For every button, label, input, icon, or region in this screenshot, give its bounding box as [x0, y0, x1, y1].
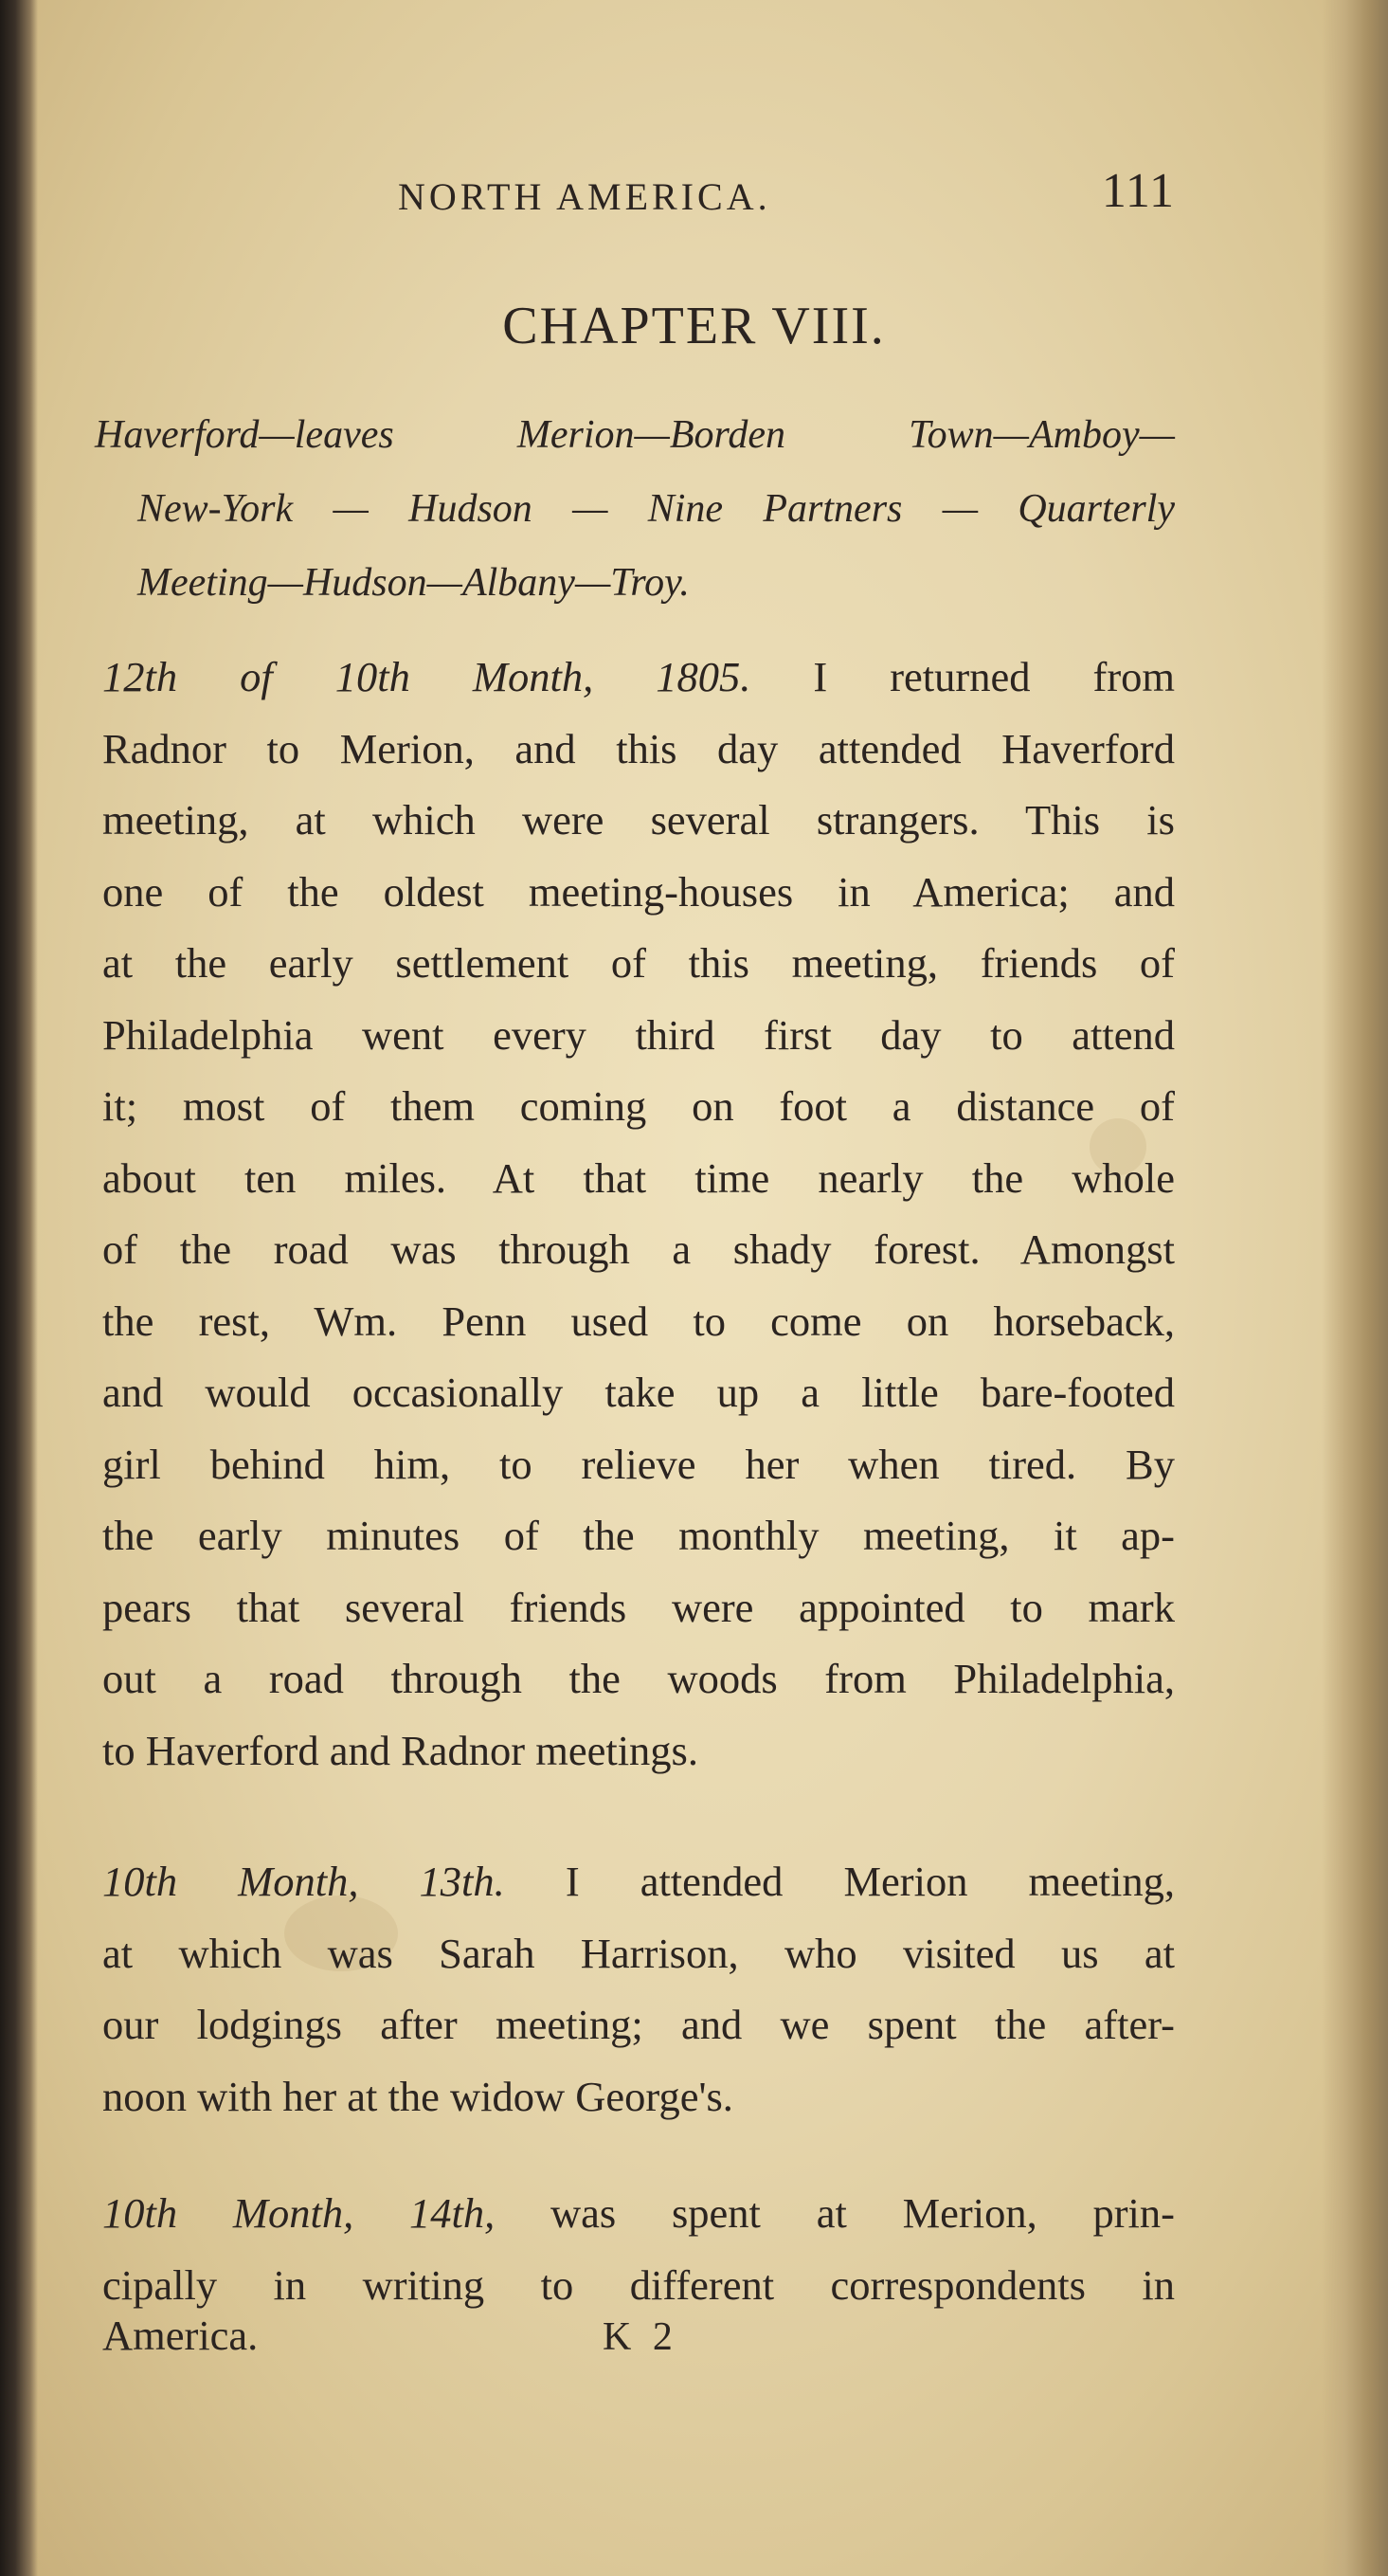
text-line: cipally in writing to different correspondents in	[102, 2260, 1175, 2309]
text-line: at the early settlement of this meeting, friends of	[102, 939, 1175, 987]
page-number: 111	[1101, 164, 1175, 218]
page-footer	[102, 2311, 1175, 2386]
running-title: NORTH AMERICA.	[398, 175, 771, 218]
paragraph	[102, 1846, 1175, 2132]
text-line: out a road through the woods from Philadelphia,	[102, 1655, 1175, 1702]
text-line: our lodgings after meeting; and we spent the after-	[102, 2001, 1175, 2048]
chapter-synopsis	[95, 398, 1175, 620]
paragraph	[102, 642, 1175, 1787]
synopsis-line: New-York — Hudson — Nine Partners — Quarterly	[137, 487, 1175, 531]
text-line: noon with her at the widow George's.	[102, 2072, 733, 2120]
text-line: the early minutes of the monthly meeting, it ap-	[102, 1512, 1175, 1559]
text-line: it; most of them coming on foot a distance of	[102, 1082, 1175, 1130]
entry-date: 12th of 10th Month, 1805.	[102, 653, 751, 700]
text-line: pears that several friends were appointed to mark	[102, 1583, 1175, 1631]
text-line: and would occasionally take up a little bare-footed	[102, 1369, 1175, 1416]
text-line: girl behind him, to relieve her when tired. By	[102, 1440, 1175, 1488]
synopsis-line: Meeting—Hudson—Albany—Troy.	[137, 561, 690, 605]
binding-gutter	[0, 0, 38, 2576]
page-edge	[1322, 0, 1388, 2576]
text-line	[102, 1846, 1175, 1918]
synopsis-line: Haverford—leaves Merion—Borden Town—Amboy—	[95, 413, 1175, 457]
text-line: Philadelphia went every third first day to attend	[102, 1010, 1175, 1059]
text-line: the rest, Wm. Penn used to come on horseback,	[102, 1297, 1175, 1345]
text-line: at which was Sarah Harrison, who visited us at	[102, 1929, 1175, 1977]
text-line	[102, 2178, 1175, 2250]
paragraph	[102, 2178, 1175, 2321]
signature-mark: K 2	[603, 2315, 678, 2359]
text-line: Radnor to Merion, and this day attended Haverford	[102, 724, 1175, 772]
text-fragment: I attended Merion meeting,	[565, 1858, 1175, 1905]
chapter-title: CHAPTER VIII.	[502, 297, 886, 355]
text-line	[102, 642, 1175, 714]
text-line: to Haverford and Radnor meetings.	[102, 1726, 698, 1774]
text-line: about ten miles. At that time nearly the whole	[102, 1153, 1175, 1202]
text-line: of the road was through a shady forest. Amongst	[102, 1225, 1175, 1273]
entry-date: 10th Month, 14th,	[102, 2189, 496, 2237]
entry-date: 10th Month, 13th.	[102, 1858, 505, 1905]
text-fragment: I returned from	[813, 653, 1176, 700]
text-line: one of the oldest meeting-houses in America; and	[102, 867, 1175, 916]
text-fragment: America.	[102, 2312, 259, 2359]
text-fragment: was spent at Merion, prin-	[550, 2189, 1175, 2237]
running-head	[114, 163, 1175, 229]
text-line: meeting, at which were several strangers. This is	[102, 796, 1175, 844]
